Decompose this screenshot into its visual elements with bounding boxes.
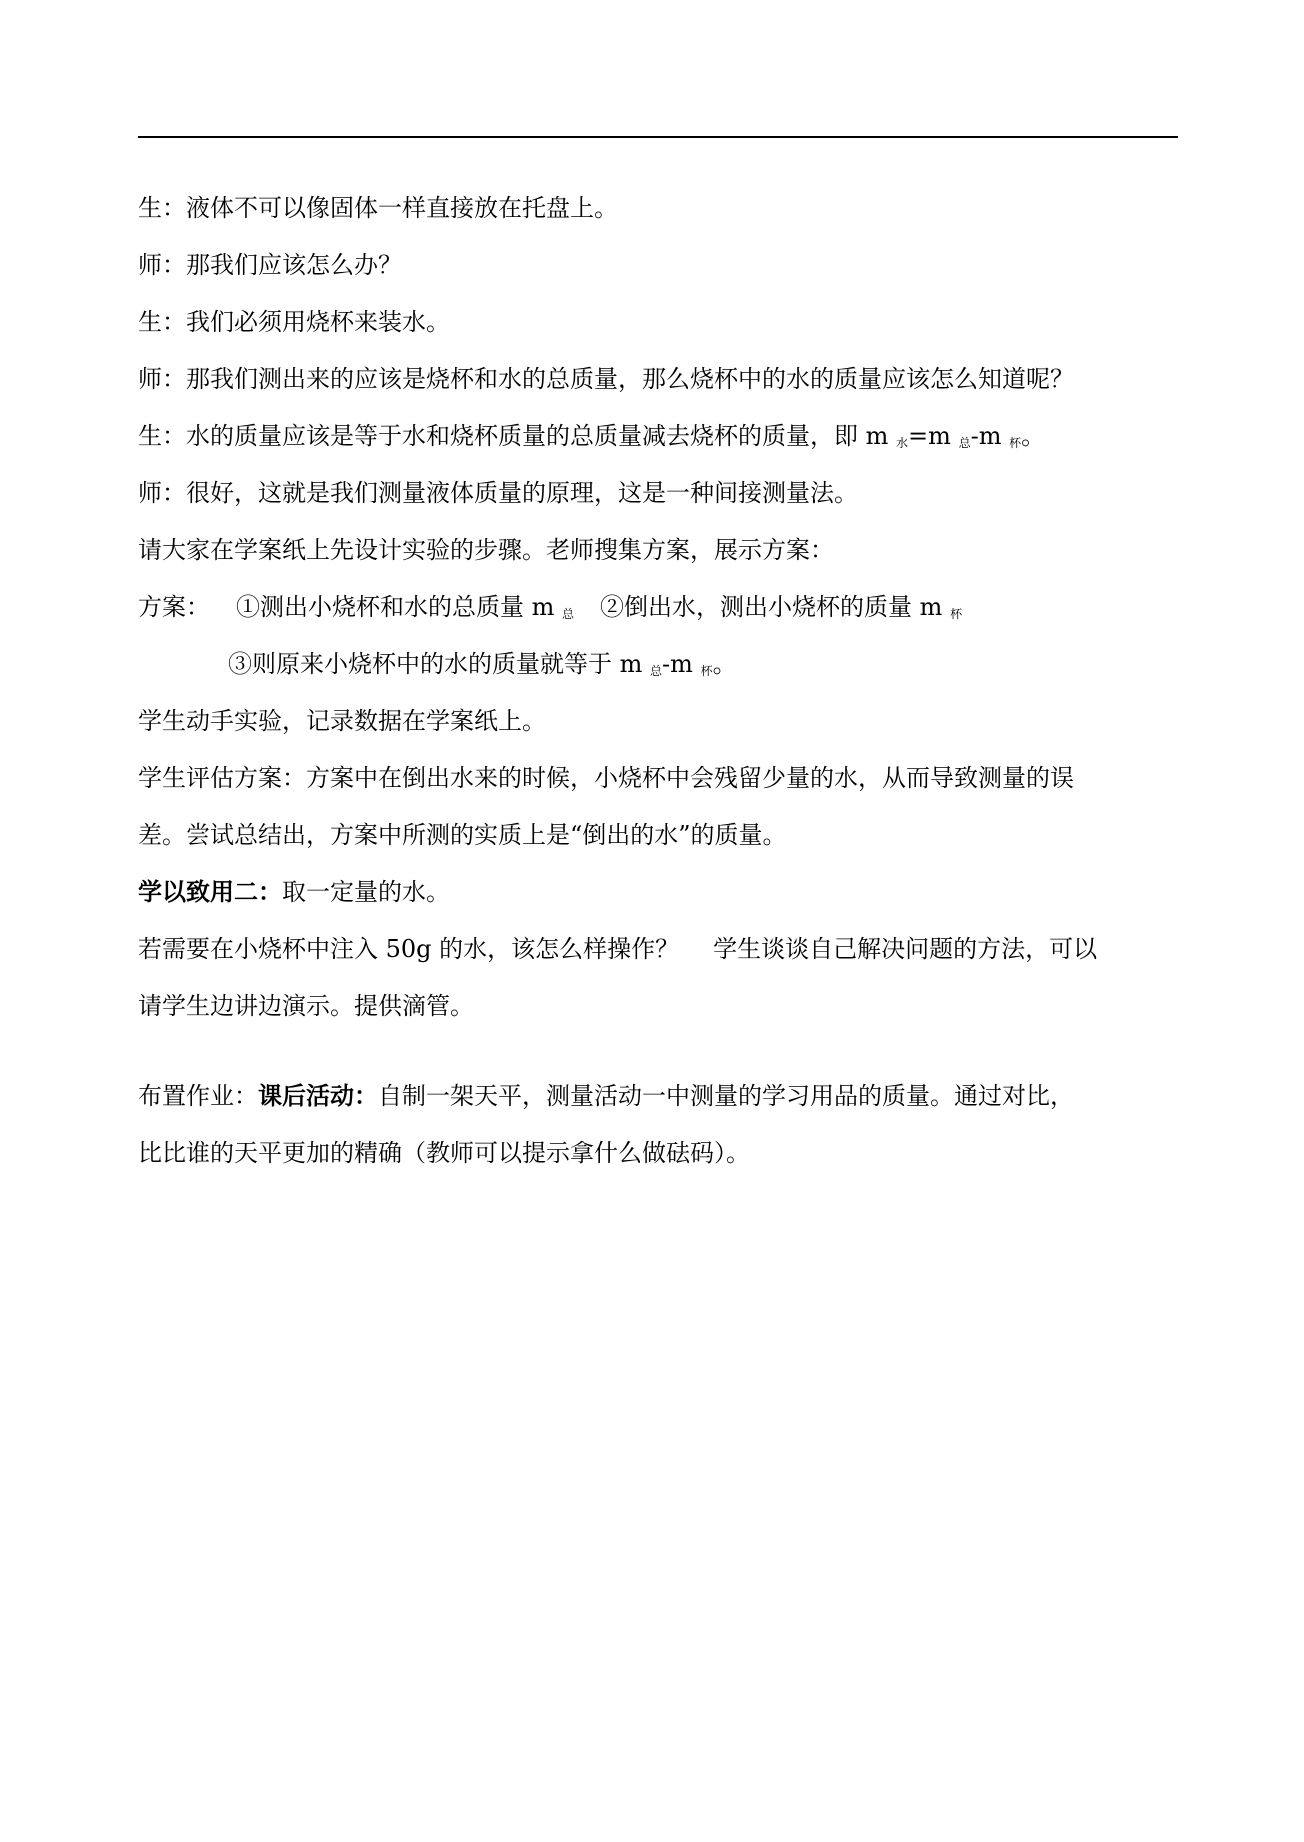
- homework-label: 布置作业：: [138, 1082, 258, 1110]
- plan-step-2: ②倒出水，测出小烧杯的质量 m: [600, 593, 943, 621]
- discussion-text: 学生谈谈自己解决问题的方法，可以: [713, 935, 1098, 963]
- paragraph-line-4: 师：那我们测出来的应该是烧杯和水的总质量，那么烧杯中的水的质量应该怎么知道呢？: [138, 365, 1074, 393]
- plan-step-3: ③则原来小烧杯中的水的质量就等于 m: [228, 650, 643, 678]
- homework-line-1: [138, 1076, 1183, 1133]
- formula-end: 。: [712, 650, 737, 678]
- plan-step-1: ①测出小烧杯和水的总质量 m: [236, 593, 555, 621]
- formula-part: =m: [908, 422, 951, 450]
- section-heading-text: 取一定量的水。: [282, 878, 450, 906]
- paragraph-line-7: 请大家在学案纸上先设计实验的步骤。老师搜集方案，展示方案：: [138, 536, 834, 564]
- paragraph-line-5: [138, 416, 1183, 473]
- subscript-water: 水: [896, 436, 909, 450]
- paragraph-line-14: [138, 929, 1183, 986]
- subscript-total: 总: [958, 436, 971, 450]
- formula-end: 。: [1021, 422, 1046, 450]
- section-heading-line: [138, 872, 1183, 929]
- question-text: 若需要在小烧杯中注入 50g 的水，该怎么样操作？: [138, 935, 680, 963]
- homework-activity-label: 课后活动：: [258, 1081, 378, 1110]
- homework-text: 自制一架天平，测量活动一中测量的学习用品的质量。通过对比，: [378, 1082, 1074, 1110]
- paragraph-line-10: 学生动手实验，记录数据在学案纸上。: [138, 707, 546, 735]
- paragraph-line-11: 学生评估方案：方案中在倒出水来的时候，小烧杯中会残留少量的水，从而导致测量的误: [138, 764, 1074, 792]
- paragraph-line-12: 差。尝试总结出，方案中所测的实质上是“倒出的水”的质量。: [138, 821, 787, 849]
- subscript-cup: 杯: [950, 607, 963, 621]
- formula-part: -m: [970, 422, 1002, 450]
- plan-label: 方案：: [138, 593, 210, 621]
- section-heading: 学以致用二：: [138, 877, 282, 906]
- paragraph-line-1: 生：液体不可以像固体一样直接放在托盘上。: [138, 194, 618, 222]
- paragraph-line-3: 生：我们必须用烧杯来装水。: [138, 308, 450, 336]
- subscript-cup: 杯: [1009, 436, 1022, 450]
- paragraph-line-15: 请学生边讲边演示。提供滴管。: [138, 992, 474, 1020]
- paragraph-line-2: 师：那我们应该怎么办？: [138, 251, 402, 279]
- document-body: [138, 188, 1183, 1190]
- subscript-total: 总: [650, 664, 663, 678]
- paragraph-line-6: 师：很好，这就是我们测量液体质量的原理，这是一种间接测量法。: [138, 479, 858, 507]
- subscript-cup: 杯: [700, 664, 713, 678]
- homework-line-2: 比比谁的天平更加的精确（教师可以提示拿什么做砝码）。: [138, 1139, 750, 1167]
- plan-line-2: [138, 644, 1183, 701]
- plan-line-1: [138, 587, 1183, 644]
- formula-text: 生：水的质量应该是等于水和烧杯质量的总质量减去烧杯的质量，即 m: [138, 422, 889, 450]
- header-rule: [138, 136, 1178, 138]
- subscript-total: 总: [562, 607, 575, 621]
- formula-part: -m: [662, 650, 693, 678]
